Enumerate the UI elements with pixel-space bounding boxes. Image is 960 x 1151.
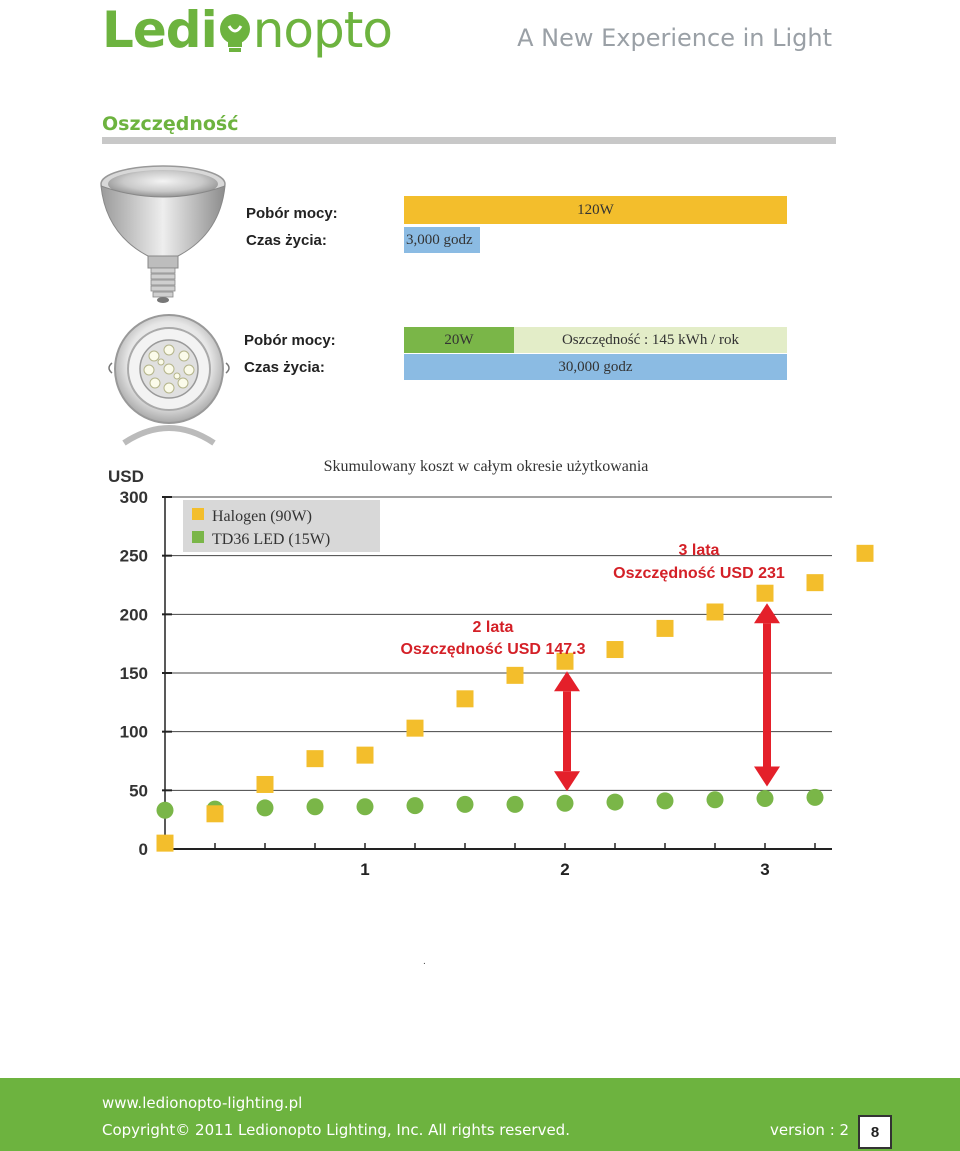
logo-text-part1: Ledi xyxy=(102,1,217,59)
legend-halogen-swatch xyxy=(192,508,204,520)
legend-led-swatch xyxy=(192,531,204,543)
company-logo xyxy=(102,2,392,58)
led-cost-point xyxy=(607,794,624,811)
savings-amount-prefix: Oszczędność USD xyxy=(400,641,546,658)
halogen-cost-point xyxy=(307,750,324,767)
ytick-label-250: 250 xyxy=(119,546,148,566)
halogen-life-value: 3,000 godz xyxy=(406,231,473,248)
led-cost-point xyxy=(507,796,524,813)
led-life-label: Czas życia: xyxy=(244,359,325,376)
led-power-bar xyxy=(404,327,514,353)
footer-bar xyxy=(0,1078,960,1151)
led-power-value: 20W xyxy=(444,331,474,348)
footer-copyright: Copyright© 2011 Ledionopto Lighting, Inc. All rights reserved. xyxy=(102,1121,570,1139)
led-cost-point xyxy=(157,802,174,819)
led-power-label: Pobór mocy: xyxy=(244,332,336,349)
halogen-cost-point xyxy=(207,805,224,822)
chart-legend xyxy=(183,500,380,552)
savings-amount-value: 147.3 xyxy=(545,641,586,658)
halogen-power-value: 120W xyxy=(577,201,614,218)
led-cost-point xyxy=(407,797,424,814)
savings-arrow-2 xyxy=(754,603,780,786)
page-number: 8 xyxy=(870,1123,880,1141)
legend-led-label: TD36 LED (15W) xyxy=(212,531,331,548)
savings-arrow-shaft xyxy=(763,623,771,766)
led-cost-point xyxy=(307,798,324,815)
savings-amount-value: 231 xyxy=(758,565,785,582)
footer-website-link[interactable]: www.ledionopto-lighting.pl xyxy=(102,1094,303,1112)
led-cost-point xyxy=(757,790,774,807)
savings-arrow-head-up xyxy=(554,671,580,691)
savings-arrow-head-up xyxy=(754,603,780,623)
halogen-cost-point xyxy=(707,603,724,620)
title-divider xyxy=(102,137,836,144)
led-cost-point xyxy=(557,795,574,812)
lightbulb-logo-icon xyxy=(218,10,252,50)
xtick-label-1: 1 xyxy=(360,860,370,879)
led-cost-point xyxy=(257,799,274,816)
halogen-cost-point xyxy=(657,620,674,637)
savings-amount-label xyxy=(613,565,785,582)
ytick-label-0: 0 xyxy=(138,840,148,859)
ytick-label-150: 150 xyxy=(119,664,148,683)
xtick-label-3: 3 xyxy=(760,860,770,879)
led-life-bar xyxy=(404,354,787,380)
y-axis-unit-label: USD xyxy=(108,467,144,486)
halogen-cost-point xyxy=(357,747,374,764)
savings-arrow-head-down xyxy=(554,771,580,791)
cumulative-cost-chart xyxy=(0,450,960,890)
halogen-lamp-image xyxy=(96,164,230,309)
ytick-label-300: 300 xyxy=(119,488,148,507)
halogen-cost-point xyxy=(257,776,274,793)
halogen-cost-point xyxy=(507,667,524,684)
led-cost-point xyxy=(657,792,674,809)
halogen-power-bar xyxy=(404,196,787,224)
savings-arrow-shaft xyxy=(563,691,571,771)
ytick-label-100: 100 xyxy=(119,722,148,742)
xtick-label-2: 2 xyxy=(560,860,570,879)
halogen-life-label: Czas życia: xyxy=(246,232,327,249)
led-cost-point xyxy=(807,789,824,806)
halogen-cost-point xyxy=(457,690,474,707)
led-cost-point xyxy=(707,791,724,808)
led-life-value: 30,000 godz xyxy=(558,358,633,375)
halogen-cost-point xyxy=(807,574,824,591)
halogen-cost-point xyxy=(757,585,774,602)
page-number-box xyxy=(858,1115,892,1149)
ytick-label-50: 50 xyxy=(129,781,148,801)
halogen-cost-point xyxy=(157,835,174,852)
halogen-cost-point xyxy=(607,641,624,658)
led-savings-bar xyxy=(514,327,787,353)
halogen-power-label: Pobór mocy: xyxy=(246,205,338,222)
led-cost-point xyxy=(357,798,374,815)
halogen-cost-point xyxy=(857,545,874,562)
savings-period-label: 3 lata xyxy=(678,542,720,559)
ytick-label-200: 200 xyxy=(119,605,148,625)
halogen-cost-point xyxy=(407,720,424,737)
stray-dot: . xyxy=(423,956,426,967)
legend-halogen-label: Halogen (90W) xyxy=(212,508,312,525)
logo-text-part2: nopto xyxy=(252,1,392,59)
led-downlight-image xyxy=(104,313,234,452)
footer-version: version : 2 xyxy=(770,1121,850,1139)
savings-amount-label xyxy=(401,641,586,658)
halogen-life-bar xyxy=(404,227,480,253)
tagline: A New Experience in Light xyxy=(517,24,832,52)
led-cost-point xyxy=(457,796,474,813)
led-savings-text: Oszczędność : 145 kWh / rok xyxy=(561,331,740,348)
savings-amount-prefix: Oszczędność USD xyxy=(613,565,759,582)
chart-title: Skumulowany koszt w całym okresie użytkowania xyxy=(323,458,649,475)
savings-period-label: 2 lata xyxy=(472,619,514,636)
section-title: Oszczędność xyxy=(102,113,239,135)
savings-arrow-head-down xyxy=(754,767,780,787)
